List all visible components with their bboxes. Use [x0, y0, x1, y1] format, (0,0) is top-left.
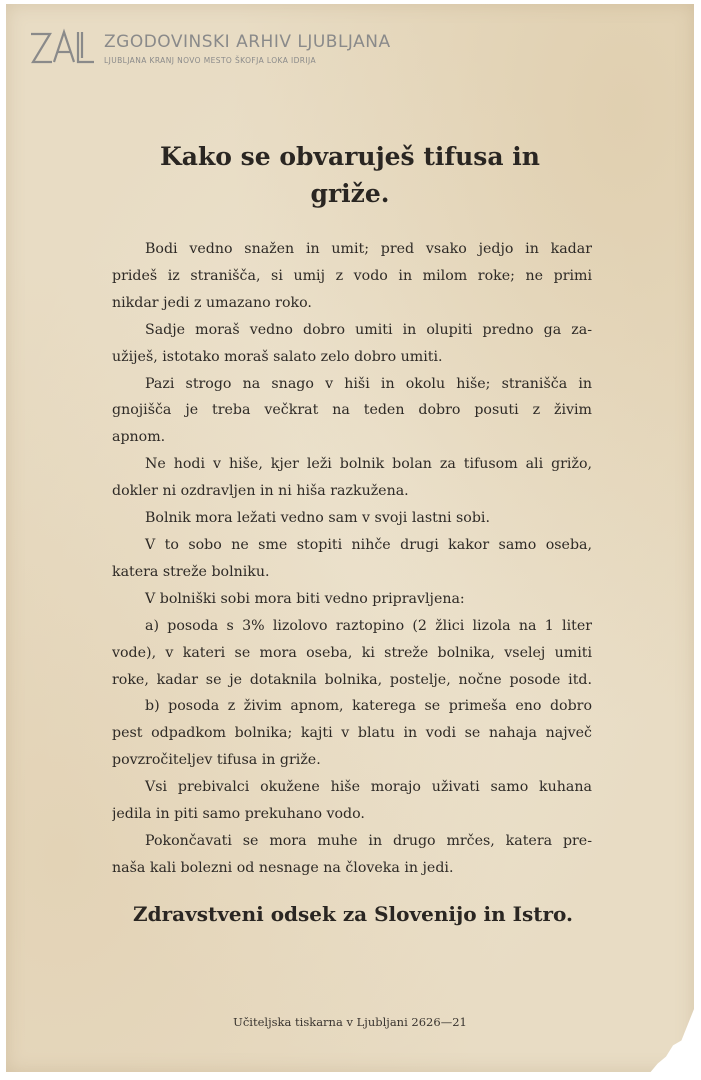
title-line: griže.: [310, 179, 390, 208]
text-line: Vsi prebivalci okužene hiše morajo uživati samo kuhana: [145, 779, 592, 796]
text-line: a) posoda s 3% lizolovo raztopino (2 žlici lizola na 1 liter: [145, 617, 592, 634]
zal-logo: [28, 28, 98, 66]
printer-imprint: Učiteljska tiskarna v Ljubljani 2626—21: [233, 1015, 467, 1029]
text-line: Bodi vedno snažen in umit; pred vsako jedjo in kadar: [145, 241, 592, 257]
text-line: povzročiteljev tifusa in griže.: [112, 752, 321, 769]
document-title: [120, 138, 580, 212]
text-line: Pazi strogo na snago v hiši in okolu hiše; stranišča in: [145, 375, 592, 392]
title-line: Kako se obvaruješ tifusa in: [160, 142, 540, 171]
text-line: roke, kadar se je dotaknila bolnika, postelje, nočne posode itd.: [112, 671, 592, 688]
text-line: pest odpadkom bolnika; kajti v blatu in vodi se nahaja največ: [112, 725, 592, 742]
archive-name: ZGODOVINSKI ARHIV LJUBLJANA: [104, 32, 391, 52]
text-line: vode), v kateri se mora oseba, ki streže bolnika, vselej umiti: [112, 644, 592, 661]
text-line: prideš iz stranišča, si umij z vodo in milom roke; ne primi: [112, 267, 592, 284]
text-line: jedila in piti samo prekuhano vodo.: [112, 806, 365, 823]
text-line: katera streže bolniku.: [112, 563, 270, 580]
text-line: V bolniški sobi mora biti vedno pripravljena:: [145, 590, 465, 607]
text-line: Ne hodi v hiše, kjer leži bolnik bolan za tifusom ali grižo,: [145, 456, 592, 473]
text-line: naša kali bolezni od nesnage na človeka in jedi.: [112, 859, 454, 876]
issuer-signature: Zdravstveni odsek za Slovenijo in Istro.: [133, 902, 573, 926]
text-line: nikdar jedi z umazano roko.: [112, 294, 312, 311]
archive-units: LJUBLJANA KRANJ NOVO MESTO ŠKOFJA LOKA IDRIJA: [104, 56, 317, 65]
text-line: apnom.: [112, 429, 166, 446]
text-line: gnojišča je treba večkrat na teden dobro posuti z živim: [112, 402, 592, 419]
torn-corner: [624, 1002, 694, 1072]
text-line: užiješ, istotako moraš salato zelo dobro umiti.: [112, 348, 443, 365]
text-line: Pokončavati se mora muhe in drugo mrčes, katera pre-: [145, 832, 592, 849]
text-line: dokler ni ozdravljen in ni hiša razkužena.: [112, 483, 409, 500]
text-line: Bolnik mora ležati vedno sam v svoji lastni sobi.: [145, 510, 490, 527]
document-body: [112, 236, 592, 882]
text-line: V to sobo ne sme stopiti nihče drugi kakor samo oseba,: [145, 536, 592, 553]
text-line: Sadje moraš vedno dobro umiti in olupiti predno ga za-: [145, 321, 592, 338]
text-line: b) posoda z živim apnom, katerega se primeša eno dobro: [145, 698, 592, 715]
